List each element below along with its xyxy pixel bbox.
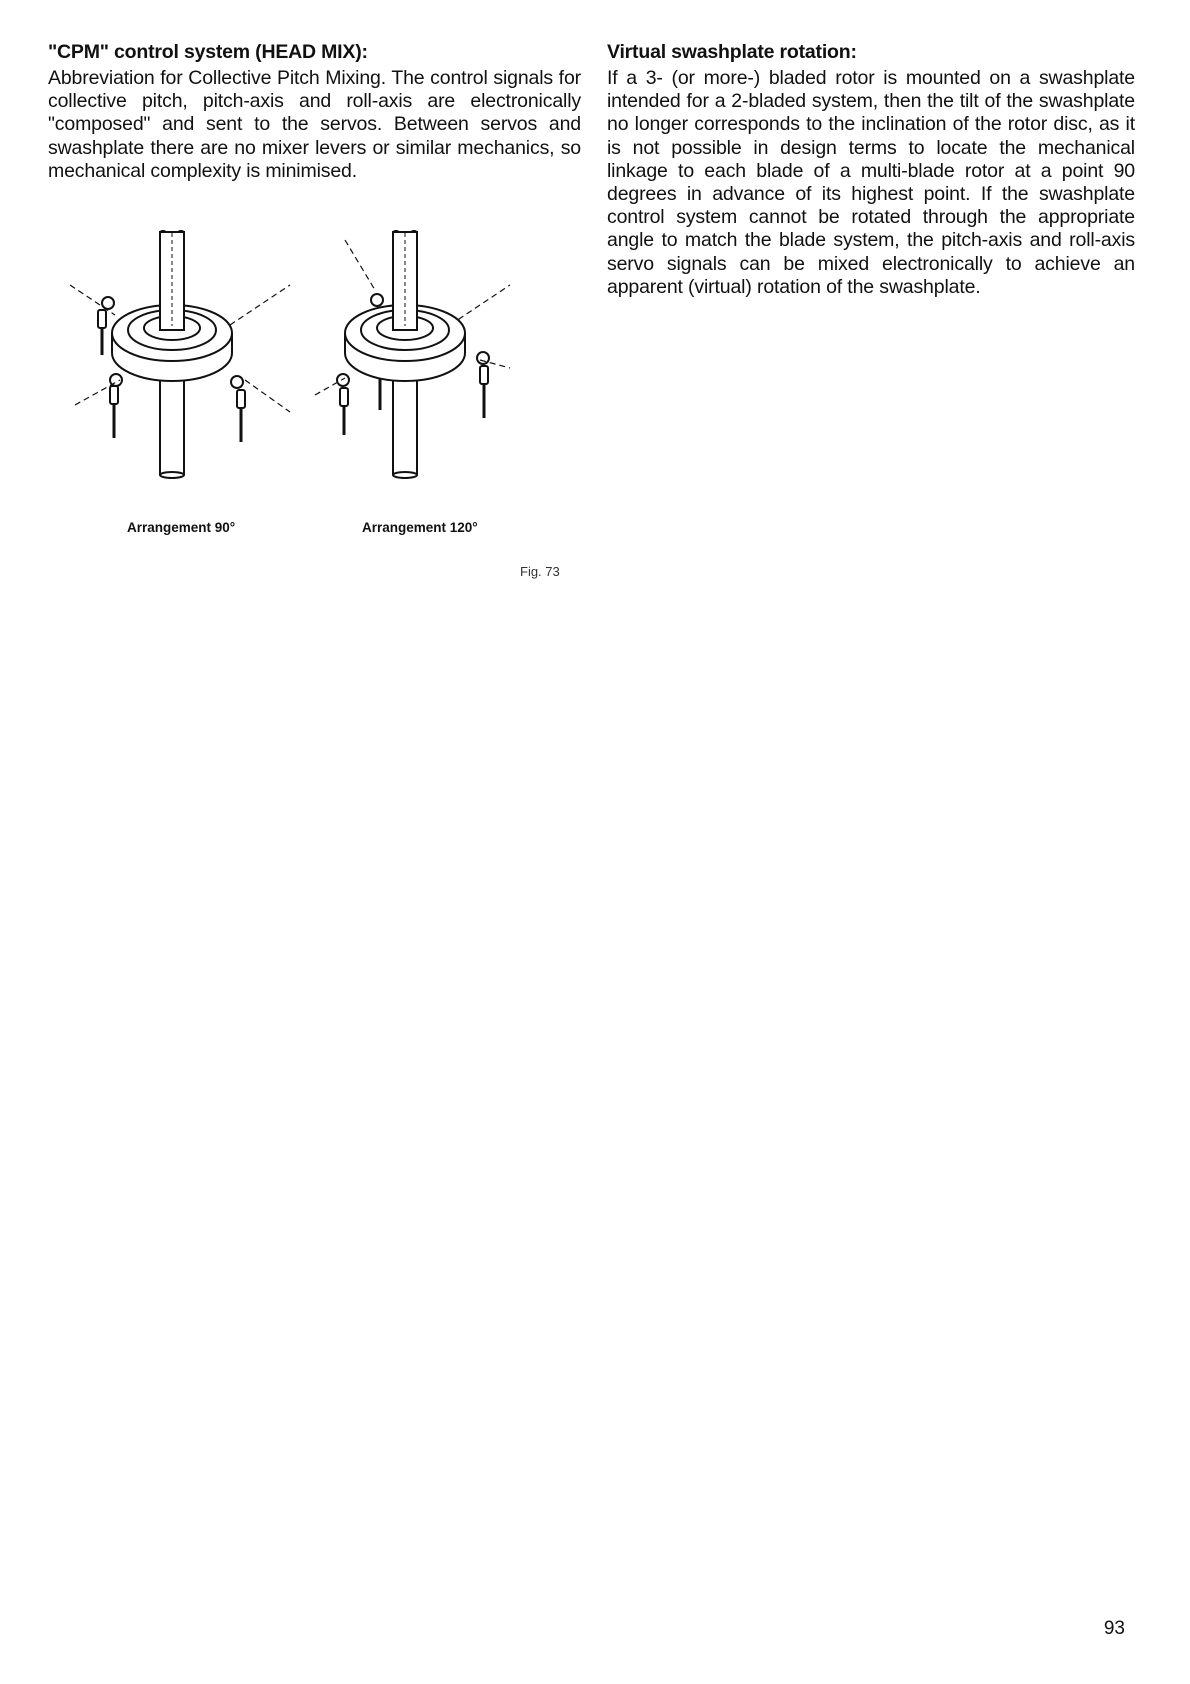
- page-number: 93: [1103, 1618, 1125, 1639]
- caption-arrangement-90: Arrangement 90°: [127, 520, 236, 535]
- cpm-body-text: Abbreviation for Collective Pitch Mixing. The control signals for collective pitch, pitch-axis and roll-axis are electronically "composed" and sent to the servos. Between servos and swashplate there are no mixer levers or similar mechanics, so mechanical complexity is minimised.: [48, 67, 581, 182]
- caption-arrangement-120: Arrangement 120°: [362, 520, 478, 535]
- right-column: [607, 40, 1135, 299]
- virtual-rotation-heading: Virtual swashplate rotation:: [607, 41, 857, 63]
- cpm-heading: "CPM" control system (HEAD MIX):: [48, 41, 368, 63]
- left-column: [48, 40, 581, 183]
- figure-73: [60, 230, 600, 590]
- figure-label: Fig. 73: [520, 564, 560, 579]
- swashplate-120-drawing: [315, 230, 510, 478]
- virtual-rotation-body-text: If a 3- (or more-) bladed rotor is mounted on a swashplate intended for a 2-bladed system, then the tilt of the swashplate no longer corresponds to the inclination of the rotor disc, as it is not possible in design terms to locate the mechanical linkage to each blade of a multi-blade rotor at a point 90 degrees in advance of its highest point. If the swashplate control system cannot be rotated through the appropriate angle to match the blade system, the pitch-axis and roll-axis servo signals can be mixed electronically to achieve an apparent (virtual) rotation of the swashplate.: [607, 67, 1135, 298]
- swashplate-90-drawing: [70, 230, 290, 478]
